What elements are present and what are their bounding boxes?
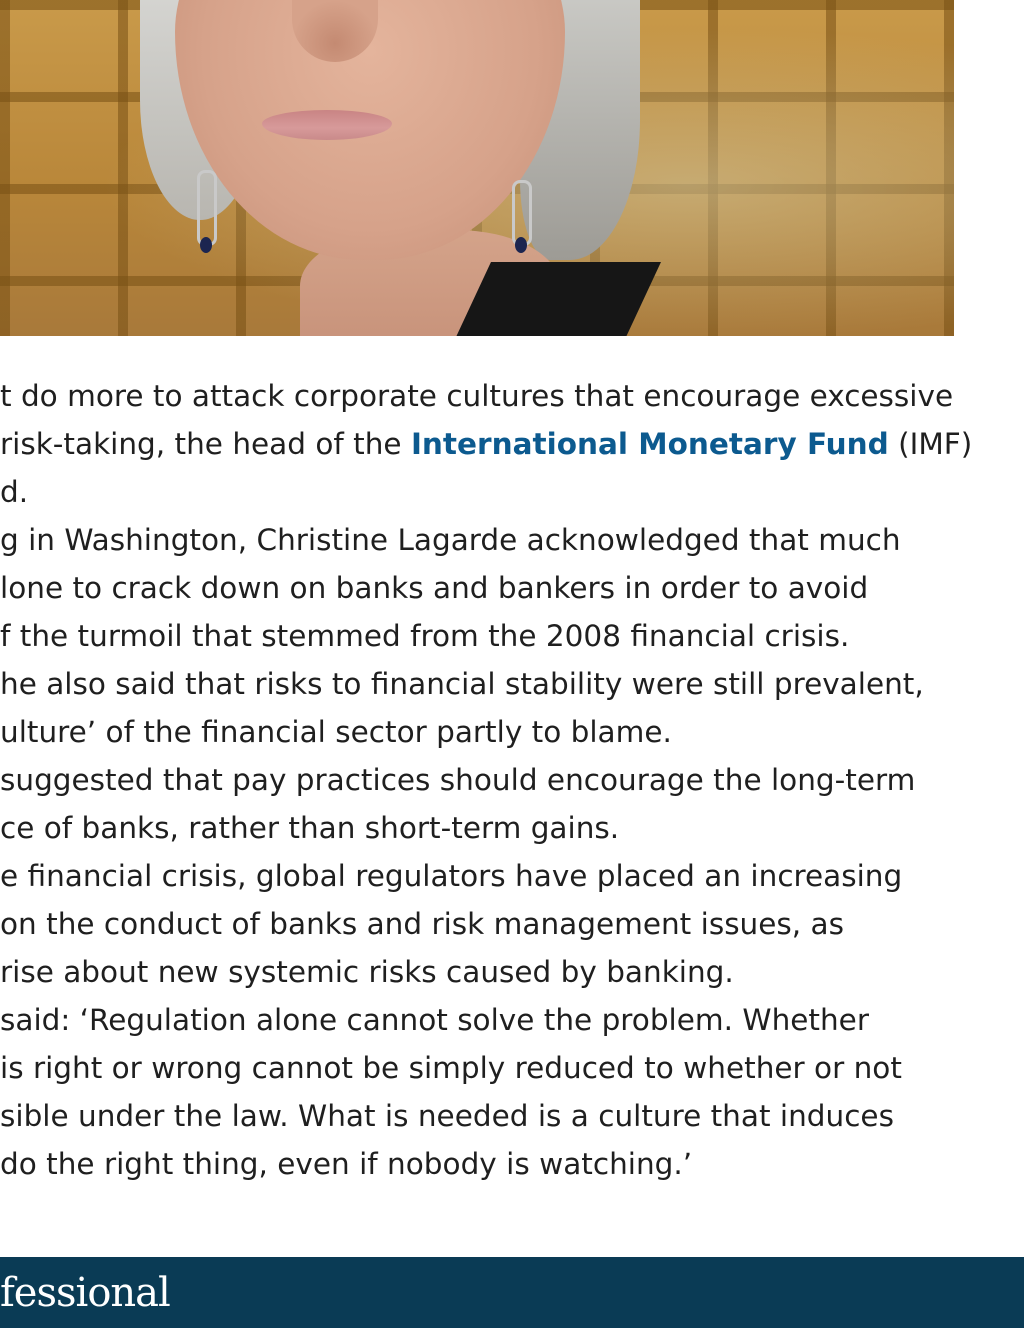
article-line: ce of banks, rather than short-term gains. — [0, 811, 620, 845]
article-line: g in Washington, Christine Lagarde acknowledged that much — [0, 523, 901, 557]
article-line: d. — [0, 475, 29, 509]
article-line: on the conduct of banks and risk management issues, as — [0, 907, 844, 941]
footer-bar — [0, 1257, 1024, 1328]
article-line: risk-taking, the head of the International Monetary Fund (IMF) — [0, 427, 973, 461]
article-line: lone to crack down on banks and bankers in order to avoid — [0, 571, 869, 605]
article-line: he also said that risks to financial stability were still prevalent, — [0, 667, 924, 701]
footer-brand-logo[interactable]: fessional — [0, 1270, 170, 1316]
article-line: said: ‘Regulation alone cannot solve the problem. Whether — [0, 1003, 869, 1037]
article-line: is right or wrong cannot be simply reduced to whether or not — [0, 1051, 902, 1085]
article-line: t do more to attack corporate cultures that encourage excessive — [0, 379, 954, 413]
photo-earring-right — [512, 180, 532, 246]
article-line: do the right thing, even if nobody is watching.’ — [0, 1147, 693, 1181]
article-photo — [0, 0, 954, 336]
article-line: sible under the law. What is needed is a culture that induces — [0, 1099, 894, 1133]
imf-link[interactable]: International Monetary Fund — [410, 427, 889, 461]
article-line: e financial crisis, global regulators have placed an increasing — [0, 859, 903, 893]
article-line: f the turmoil that stemmed from the 2008 financial crisis. — [0, 619, 850, 653]
article-line: rise about new systemic risks caused by banking. — [0, 955, 734, 989]
article-line: suggested that pay practices should encourage the long-term — [0, 763, 916, 797]
photo-earring-left — [197, 170, 217, 246]
article-line: ulture’ of the financial sector partly to blame. — [0, 715, 672, 749]
